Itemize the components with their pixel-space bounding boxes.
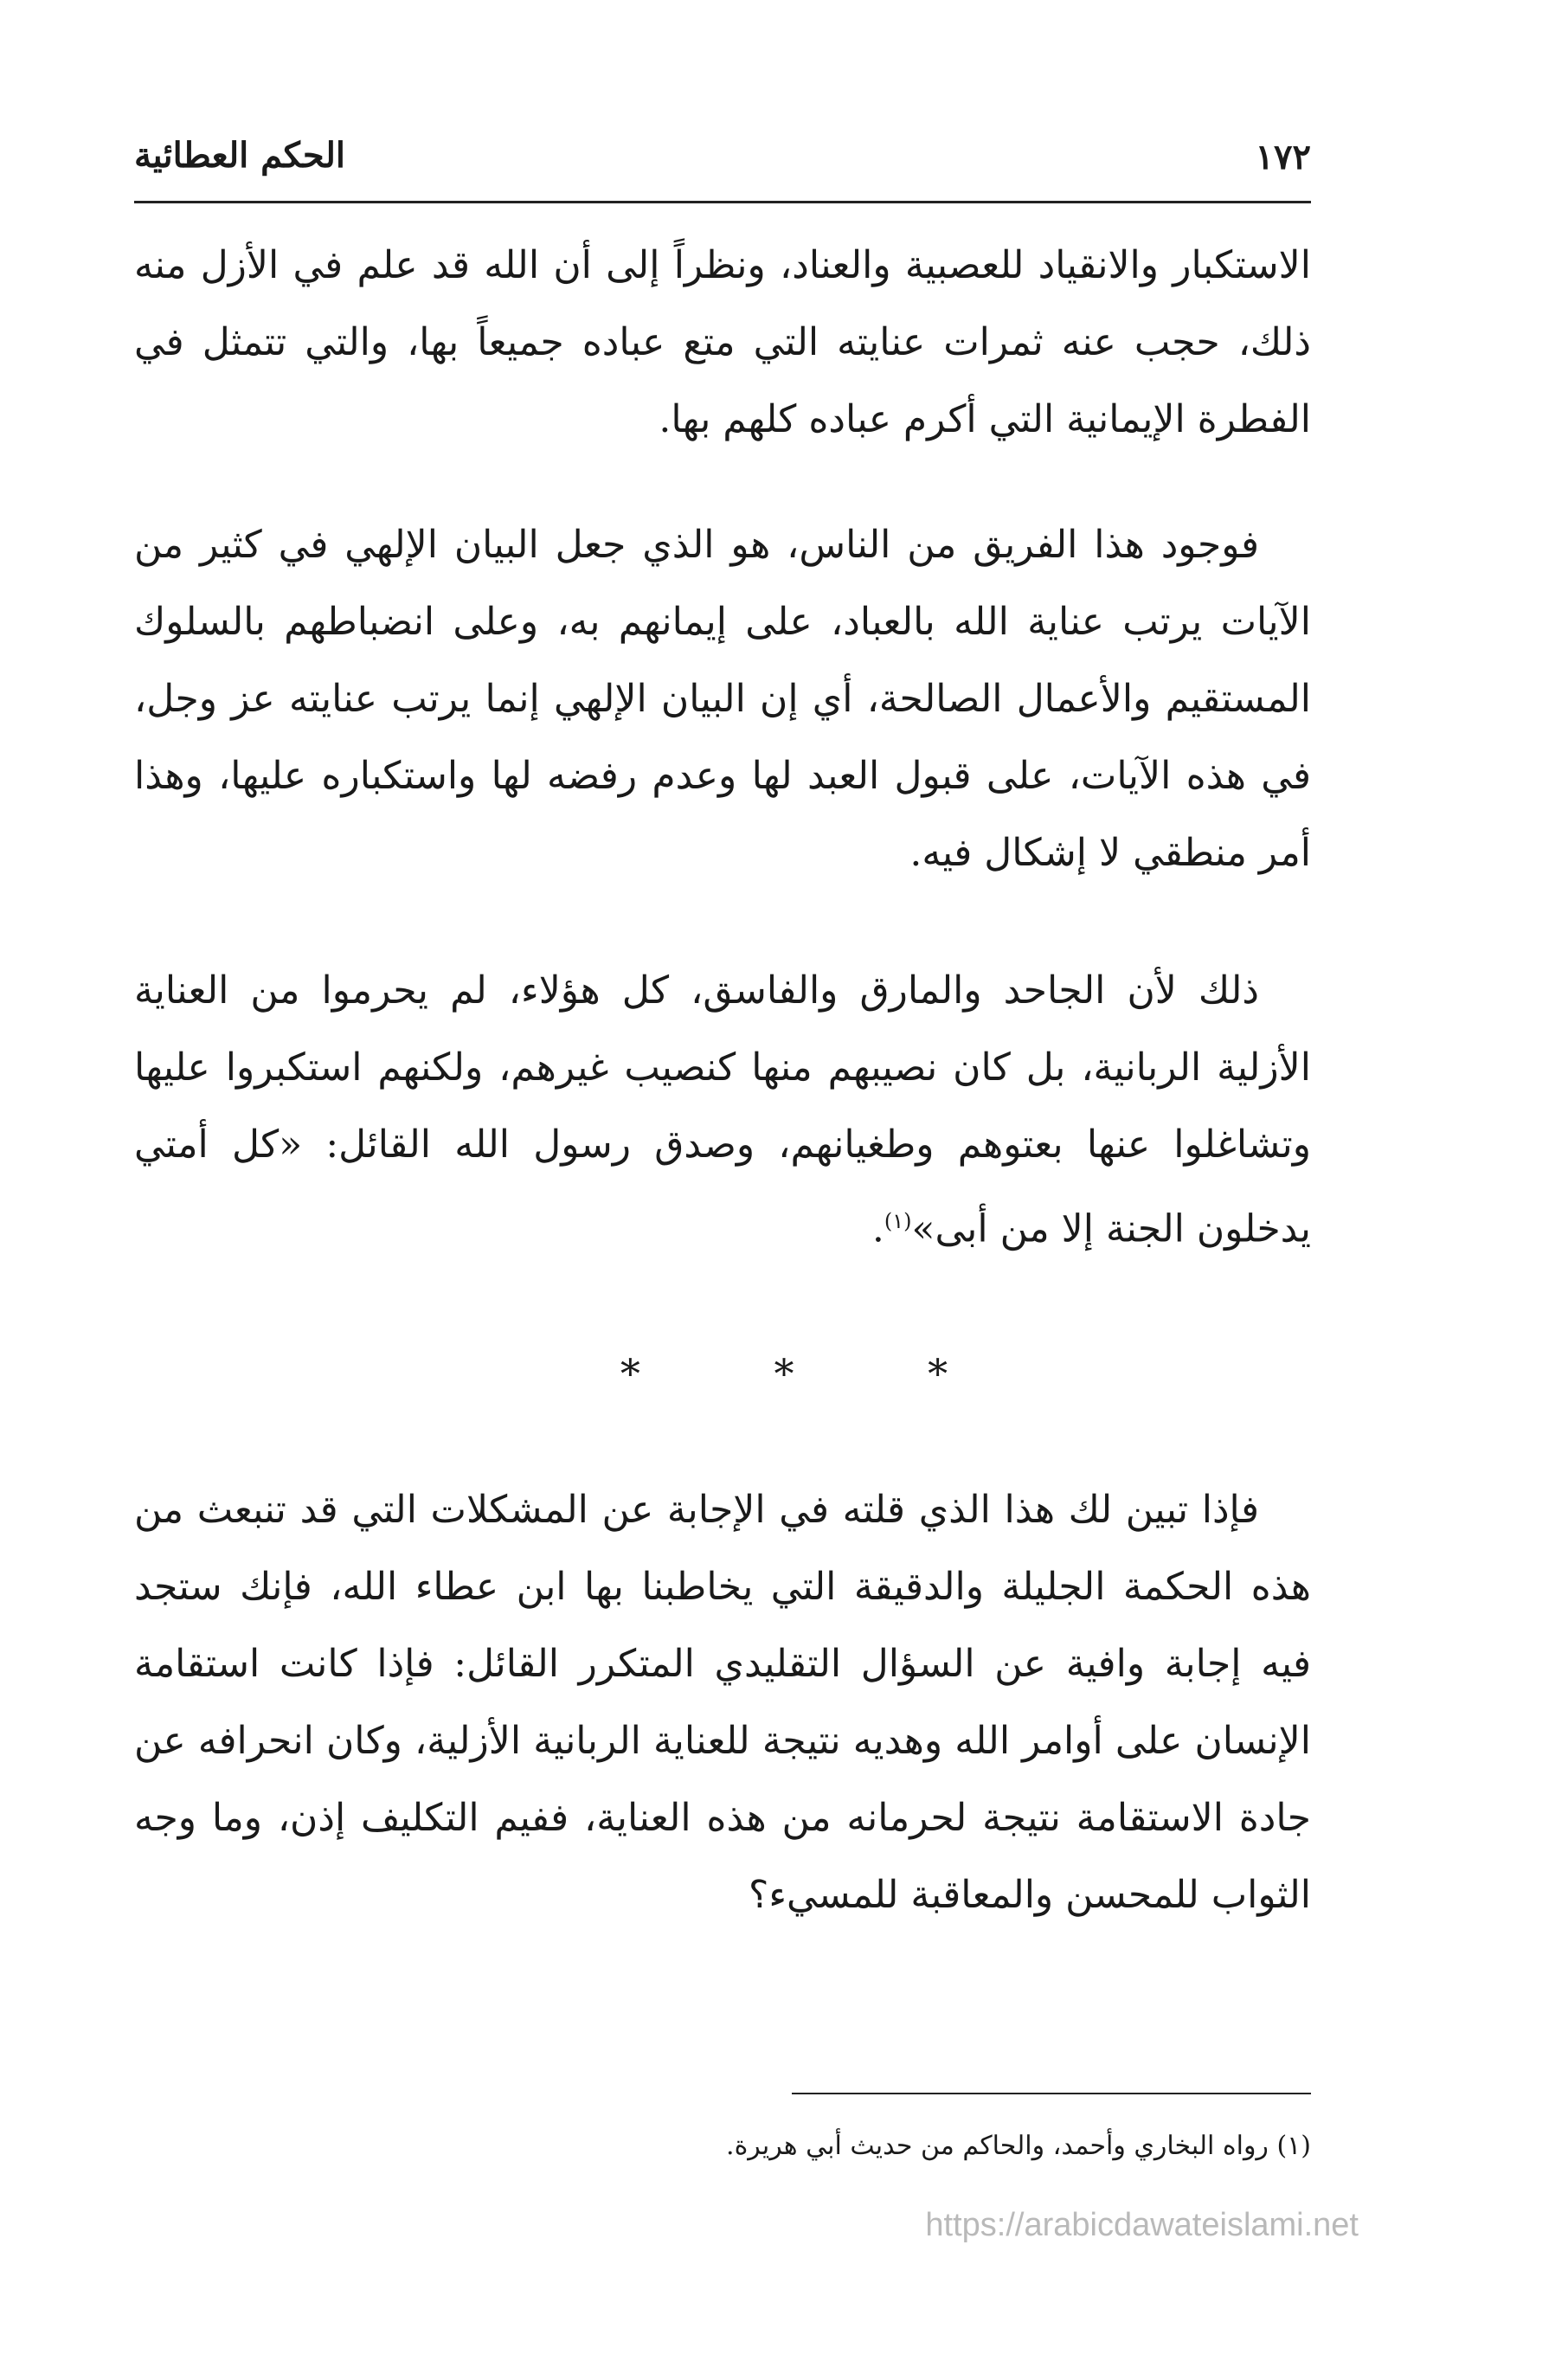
asterisk-icon: * [774, 1350, 794, 1397]
paragraph [134, 506, 1311, 891]
paragraph [134, 1471, 1311, 1933]
footnote: (١) رواه البخاري وأحمد، والحاكم من حديث أبي هريرة. [726, 2131, 1311, 2161]
paragraph-end: . [871, 1206, 884, 1251]
paragraph-body: ذلك لأن الجاحد والمارق والفاسق، كل هؤلاء، لم يحرموا من العناية الأزلية الربانية، بل كان نصيبهم منها كنصيب غيرهم، ولكنهم استكبروا عليها وتشاغلوا عنها بعتوهم وطغيانهم، وصدق رسول الله القائل: «كل أمتي يدخلون الجنة إلا من أبى» [134, 968, 1311, 1251]
watermark-url: https://arabicdawateislami.net [925, 2207, 1359, 2243]
paragraph-continued [134, 227, 1311, 458]
page-number: ١٧٢ [1255, 137, 1311, 177]
paragraph-text [134, 952, 1311, 1268]
paragraph-text: فإذا تبين لك هذا الذي قلته في الإجابة عن المشكلات التي قد تنبعث من هذه الحكمة الجليلة والدقيقة التي يخاطبنا بها ابن عطاء الله، فإنك ستجد فيه إجابة وافية عن السؤال التقليدي المتكرر القائل: فإذا كانت استقامة الإنسان على أوامر الله وهديه نتيجة للعناية الربانية الأزلية، وكان انحرافه عن جادة الاستقامة نتيجة لحرمانه من هذه العناية، ففيم التكليف إذن، وما وجه الثواب للمحسن والمعاقبة للمسيء؟ [134, 1488, 1311, 1917]
header-rule [134, 201, 1311, 203]
paragraph [134, 952, 1311, 1268]
page-header [134, 130, 1311, 195]
asterisk-icon: * [620, 1350, 640, 1397]
footnote-ref: (١) [884, 1209, 912, 1233]
paragraph-text: الاستكبار والانقياد للعصبية والعناد، ونظراً إلى أن الله قد علم في الأزل منه ذلك، حجب عنه ثمرات عنايته التي متع عباده جميعاً بها، والتي تتمثل في الفطرة الإيمانية التي أكرم عباده كلهم بها. [134, 243, 1311, 441]
asterisk-icon: * [928, 1350, 948, 1397]
running-title: الحكم العطائية [134, 135, 346, 176]
footnote-rule [792, 2093, 1311, 2094]
paragraph-text: فوجود هذا الفريق من الناس، هو الذي جعل البيان الإلهي في كثير من الآيات يرتب عناية الله بالعباد، على إيمانهم به، وعلى انضباطهم بالسلوك المستقيم والأعمال الصالحة، أي إن البيان الإلهي إنما يرتب عنايته عز وجل، في هذه الآيات، على قبول العبد لها وعدم رفضه لها واستكباره عليها، وهذا أمر منطقي لا إشكال فيه. [134, 523, 1311, 875]
section-separator [0, 1350, 1568, 1397]
